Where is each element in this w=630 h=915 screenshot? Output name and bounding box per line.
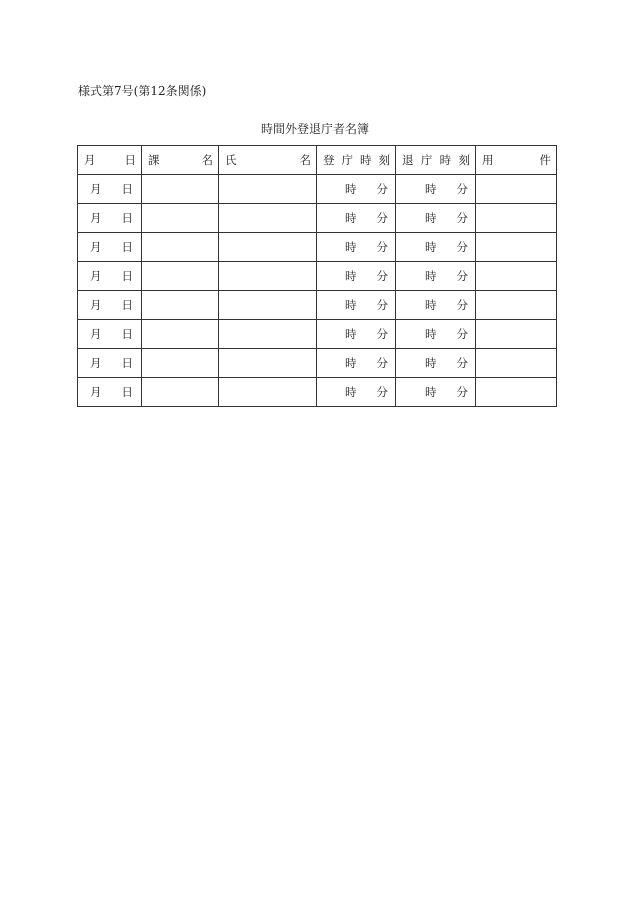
date-cell (78, 349, 142, 378)
minute-label: 分 (456, 182, 468, 196)
table-row (78, 349, 557, 378)
departure-time-cell (396, 262, 476, 291)
day-label: 日 (121, 211, 133, 225)
hour-label: 時 (345, 211, 357, 225)
department-cell[interactable] (142, 349, 219, 378)
arrival-time-cell (317, 349, 396, 378)
name-cell[interactable] (219, 175, 317, 204)
business-cell[interactable] (476, 291, 557, 320)
business-cell[interactable] (476, 233, 557, 262)
minute-label: 分 (456, 298, 468, 312)
name-cell[interactable] (219, 378, 317, 407)
minute-label: 分 (376, 327, 388, 341)
arrival-time-cell (317, 233, 396, 262)
hour-label: 時 (425, 356, 437, 370)
department-cell[interactable] (142, 175, 219, 204)
header-date-day: 日 (124, 153, 136, 167)
header-business-char2: 件 (539, 153, 551, 167)
day-label: 日 (121, 269, 133, 283)
departure-time-cell (396, 233, 476, 262)
day-label: 日 (121, 240, 133, 254)
hour-label: 時 (425, 385, 437, 399)
hour-label: 時 (345, 240, 357, 254)
month-label: 月 (90, 327, 102, 341)
table-row (78, 291, 557, 320)
name-cell[interactable] (219, 349, 317, 378)
hour-label: 時 (345, 385, 357, 399)
hour-label: 時 (425, 327, 437, 341)
hour-label: 時 (425, 240, 437, 254)
departure-time-cell (396, 175, 476, 204)
table-row (78, 175, 557, 204)
departure-time-cell (396, 320, 476, 349)
date-cell (78, 262, 142, 291)
roster-table (77, 145, 557, 407)
header-date (78, 146, 142, 175)
header-departure-char2: 庁 (420, 153, 433, 167)
header-department-char2: 名 (201, 153, 213, 167)
table-row (78, 262, 557, 291)
departure-time-cell (396, 378, 476, 407)
department-cell[interactable] (142, 291, 219, 320)
arrival-time-cell (317, 204, 396, 233)
hour-label: 時 (345, 298, 357, 312)
table-row (78, 378, 557, 407)
name-cell[interactable] (219, 204, 317, 233)
department-cell[interactable] (142, 233, 219, 262)
name-cell[interactable] (219, 233, 317, 262)
header-departure-char3: 時 (439, 153, 452, 167)
day-label: 日 (121, 327, 133, 341)
hour-label: 時 (425, 211, 437, 225)
departure-time-cell (396, 291, 476, 320)
arrival-time-cell (317, 262, 396, 291)
minute-label: 分 (456, 240, 468, 254)
hour-label: 時 (425, 269, 437, 283)
header-arrival-char1: 登 (323, 153, 335, 167)
hour-label: 時 (345, 327, 357, 341)
minute-label: 分 (376, 240, 388, 254)
header-arrival-char4: 刻 (378, 153, 390, 167)
header-arrival-time (317, 146, 396, 175)
name-cell[interactable] (219, 291, 317, 320)
header-name (219, 146, 317, 175)
business-cell[interactable] (476, 175, 557, 204)
hour-label: 時 (425, 298, 437, 312)
header-department (142, 146, 219, 175)
header-name-char2: 名 (299, 153, 311, 167)
header-departure-time (396, 146, 476, 175)
name-cell[interactable] (219, 262, 317, 291)
business-cell[interactable] (476, 349, 557, 378)
hour-label: 時 (345, 269, 357, 283)
date-cell (78, 291, 142, 320)
minute-label: 分 (456, 269, 468, 283)
department-cell[interactable] (142, 204, 219, 233)
arrival-time-cell (317, 291, 396, 320)
minute-label: 分 (456, 327, 468, 341)
table-row (78, 320, 557, 349)
business-cell[interactable] (476, 204, 557, 233)
date-cell (78, 320, 142, 349)
business-cell[interactable] (476, 262, 557, 291)
hour-label: 時 (345, 182, 357, 196)
date-cell (78, 175, 142, 204)
business-cell[interactable] (476, 378, 557, 407)
hour-label: 時 (425, 182, 437, 196)
minute-label: 分 (376, 385, 388, 399)
month-label: 月 (90, 298, 102, 312)
header-department-char1: 課 (148, 153, 160, 167)
arrival-time-cell (317, 320, 396, 349)
month-label: 月 (90, 182, 102, 196)
department-cell[interactable] (142, 320, 219, 349)
month-label: 月 (90, 269, 102, 283)
header-date-month: 月 (84, 153, 96, 167)
name-cell[interactable] (219, 320, 317, 349)
header-business-char1: 用 (482, 153, 494, 167)
date-cell (78, 233, 142, 262)
department-cell[interactable] (142, 262, 219, 291)
arrival-time-cell (317, 175, 396, 204)
header-departure-char1: 退 (402, 153, 414, 167)
date-cell (78, 204, 142, 233)
business-cell[interactable] (476, 320, 557, 349)
day-label: 日 (121, 385, 133, 399)
header-arrival-char3: 時 (360, 153, 372, 167)
departure-time-cell (396, 204, 476, 233)
document-title: 時間外登退庁者名簿 (260, 122, 369, 136)
month-label: 月 (90, 385, 102, 399)
minute-label: 分 (376, 356, 388, 370)
header-departure-char4: 刻 (458, 153, 470, 167)
hour-label: 時 (345, 356, 357, 370)
departure-time-cell (396, 349, 476, 378)
day-label: 日 (121, 356, 133, 370)
table-row (78, 204, 557, 233)
day-label: 日 (121, 182, 133, 196)
table-row (78, 233, 557, 262)
department-cell[interactable] (142, 378, 219, 407)
month-label: 月 (90, 211, 102, 225)
minute-label: 分 (376, 269, 388, 283)
header-name-char1: 氏 (225, 153, 237, 167)
header-business (476, 146, 557, 175)
month-label: 月 (90, 356, 102, 370)
minute-label: 分 (376, 211, 388, 225)
date-cell (78, 378, 142, 407)
minute-label: 分 (376, 182, 388, 196)
form-number: 様式第7号(第12条関係) (78, 84, 207, 98)
header-arrival-char2: 庁 (341, 153, 353, 167)
header-row (78, 146, 557, 175)
minute-label: 分 (456, 385, 468, 399)
arrival-time-cell (317, 378, 396, 407)
minute-label: 分 (456, 211, 468, 225)
minute-label: 分 (456, 356, 468, 370)
minute-label: 分 (376, 298, 388, 312)
day-label: 日 (121, 298, 133, 312)
month-label: 月 (90, 240, 102, 254)
